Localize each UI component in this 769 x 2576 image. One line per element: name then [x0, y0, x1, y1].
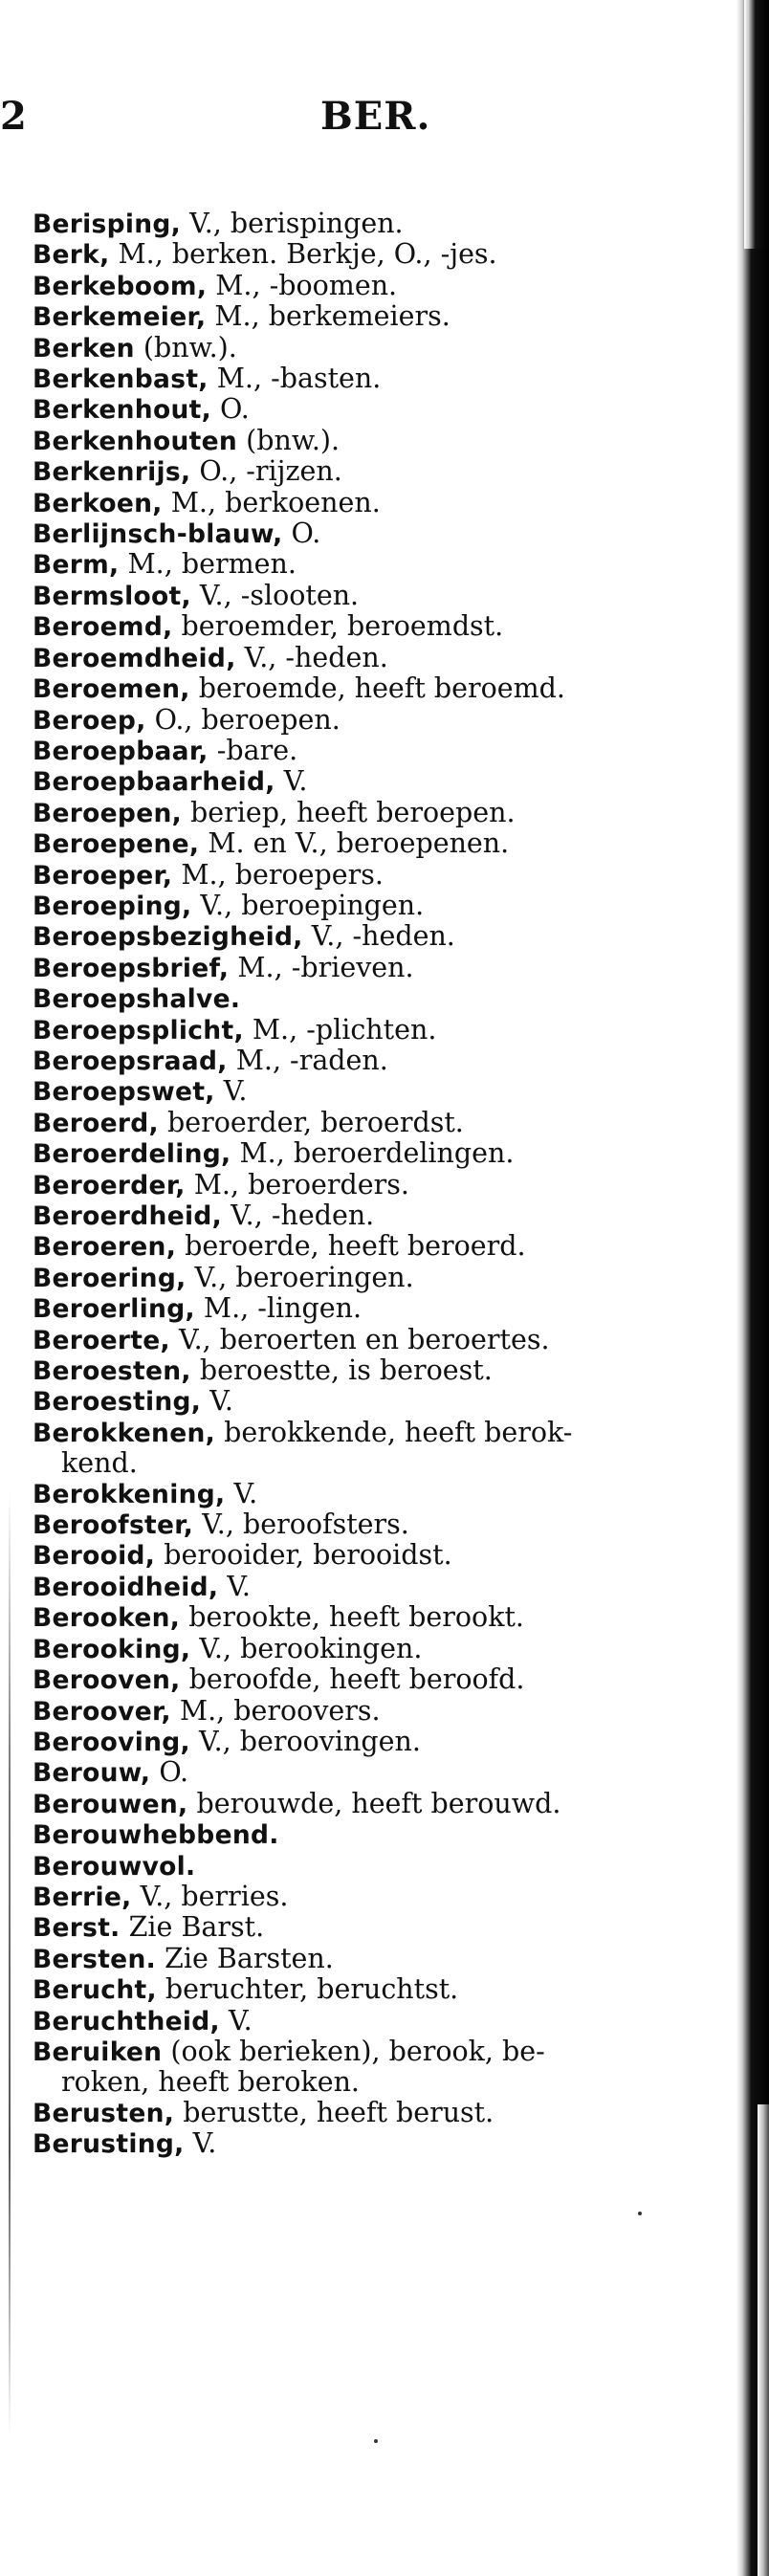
- entry-headword: Berooven,: [33, 1665, 181, 1696]
- entry-headword: Bermsloot,: [33, 581, 191, 611]
- dictionary-entry: [33, 363, 731, 394]
- dictionary-entry: [33, 1418, 731, 1479]
- entry-definition: O., -rijzen.: [190, 455, 342, 488]
- entry-definition: berokkende, heeft berok-: [215, 1416, 573, 1448]
- entry-headword: Berouwen,: [33, 1789, 188, 1819]
- entry-definition: beruchter, beruchtst.: [156, 1973, 459, 2006]
- entry-definition: beroemder, beroemdst.: [172, 610, 504, 643]
- entry-headword: Beroepshalve.: [33, 984, 241, 1015]
- entry-headword: Beroerdheid,: [33, 1201, 223, 1231]
- dictionary-entry: [33, 456, 731, 487]
- entry-definition: O.: [282, 517, 321, 550]
- entry-definition: berookte, heeft berookt.: [180, 1601, 524, 1634]
- dictionary-entry: [33, 1386, 731, 1417]
- dictionary-entry: [33, 983, 731, 1014]
- dictionary-entry: [33, 1355, 731, 1386]
- dictionary-entry: [33, 1882, 731, 1912]
- entry-definition: V., berries.: [131, 1880, 289, 1912]
- entry-headword: Berkemeier,: [33, 302, 207, 333]
- entry-headword: Berk,: [33, 240, 110, 271]
- entry-definition: M., beroovers.: [170, 1694, 381, 1727]
- dictionary-entry: [33, 239, 731, 270]
- entry-definition: (bnw.).: [237, 424, 341, 456]
- entry-definition: V., beroeringen.: [186, 1261, 414, 1293]
- entry-definition: V., beroepingen.: [191, 889, 425, 921]
- dictionary-entry: [33, 2037, 731, 2098]
- entry-definition: M., beroerdelingen.: [231, 1137, 515, 1170]
- entry-headword: Berokkening,: [33, 1479, 226, 1509]
- dictionary-entry: [33, 798, 731, 828]
- entry-definition: O., beroepen.: [145, 703, 341, 736]
- entry-headword: Berkenhout,: [33, 395, 211, 426]
- entry-definition: M., -brieven.: [229, 951, 414, 983]
- dictionary-entry: [33, 643, 731, 673]
- dictionary-entry: [33, 271, 731, 301]
- entry-definition: M., bermen.: [119, 548, 297, 581]
- entry-headword: Beroepbaarheid,: [33, 767, 275, 798]
- entry-definition: beroofde, heeft beroofd.: [180, 1663, 525, 1696]
- entry-headword: Berst.: [33, 1913, 121, 1944]
- entry-definition: -bare.: [208, 734, 298, 766]
- entry-definition: M., -raden.: [227, 1044, 388, 1076]
- entry-headword: Berucht,: [33, 1975, 157, 2006]
- dictionary-entry: [33, 2098, 731, 2128]
- entry-definition: O.: [210, 393, 250, 426]
- dictionary-entry: [33, 1138, 731, 1169]
- dictionary-entry: [33, 1789, 731, 1819]
- entry-headword: Beroerder,: [33, 1170, 186, 1200]
- entry-headword: Beroepsbrief,: [33, 953, 230, 983]
- entry-headword: Beroep,: [33, 705, 146, 736]
- entry-headword: Berouwvol.: [33, 1851, 196, 1882]
- entry-headword: Beroepbaar,: [33, 736, 209, 766]
- dictionary-entry: [33, 2128, 731, 2159]
- entry-definition: beroerder, beroerdst.: [158, 1106, 464, 1138]
- entry-definition: O.: [150, 1756, 189, 1789]
- book-spine-shadow-lower: [758, 2104, 769, 2576]
- dictionary-entry: [33, 953, 731, 983]
- dictionary-entry: [33, 673, 731, 704]
- page-number: 2: [0, 94, 27, 139]
- dictionary-entry: [33, 1015, 731, 1046]
- entry-definition: M., berken. Berkje, O., -jes.: [109, 238, 497, 271]
- entry-headword: Beroerdeling,: [33, 1139, 231, 1170]
- entry-headword: Berkeboom,: [33, 271, 208, 301]
- entry-headword: Beroemd,: [33, 612, 173, 643]
- entry-definition: M., -lingen.: [194, 1292, 363, 1325]
- entry-definition: berouwde, heeft berouwd.: [187, 1787, 561, 1819]
- entry-definition: V., berookingen.: [190, 1632, 423, 1664]
- entry-headword: Berkenhouten: [33, 426, 238, 456]
- entry-headword: Beroesting,: [33, 1387, 202, 1418]
- dictionary-entry: [33, 1046, 731, 1076]
- entry-headword: Beroepsplicht,: [33, 1015, 244, 1046]
- entry-headword: Beroepswet,: [33, 1077, 215, 1108]
- entry-headword: Berooking,: [33, 1634, 191, 1664]
- dictionary-entry: [33, 1170, 731, 1200]
- dictionary-entry: [33, 1664, 731, 1695]
- dictionary-entry: [33, 860, 731, 891]
- entry-headword: Beroerd,: [33, 1108, 159, 1138]
- dictionary-entry: [33, 1757, 731, 1788]
- dictionary-entry: [33, 766, 731, 797]
- dictionary-entry: [33, 2006, 731, 2037]
- entry-headword: Beroepsbezigheid,: [33, 922, 303, 953]
- running-head: BER.: [320, 94, 431, 139]
- entry-headword: Beroerte,: [33, 1325, 170, 1355]
- entry-definition: berustte, heeft berust.: [174, 2096, 494, 2128]
- entry-headword: Berusten,: [33, 2098, 175, 2128]
- entry-definition: beroerde, heeft beroerd.: [176, 1230, 526, 1263]
- entry-definition: M., -plichten.: [243, 1013, 437, 1046]
- entry-headword: Beroerling,: [33, 1294, 195, 1325]
- entry-definition: M., berkemeiers.: [206, 300, 450, 333]
- dictionary-entry: [33, 1727, 731, 1757]
- entry-headword: Berken: [33, 333, 135, 363]
- dictionary-entry: [33, 426, 731, 456]
- dictionary-entry: [33, 1944, 731, 1974]
- entry-continuation: kend.: [61, 1447, 138, 1480]
- book-spine-shadow-upper: [744, 0, 769, 249]
- entry-headword: Beruchtheid,: [33, 2006, 220, 2037]
- dictionary-entry: [33, 301, 731, 332]
- entry-headword: Beroeping,: [33, 891, 192, 921]
- entry-definition: (bnw.).: [134, 331, 237, 363]
- dictionary-entry: [33, 736, 731, 766]
- entry-headword: Berusting,: [33, 2129, 185, 2160]
- entry-headword: Beroepen,: [33, 798, 182, 828]
- dictionary-entry: [33, 1263, 731, 1293]
- entry-headword: Beroemdheid,: [33, 643, 236, 673]
- dictionary-entry: [33, 1540, 731, 1571]
- dictionary-entry: [33, 1076, 731, 1107]
- entry-definition: beroemde, heeft beroemd.: [189, 672, 565, 705]
- entry-headword: Beroepsraad,: [33, 1046, 228, 1076]
- dictionary-entry: [33, 488, 731, 518]
- entry-definition: V.: [275, 765, 308, 798]
- dictionary-entry: [33, 1696, 731, 1727]
- dictionary-entry: [33, 705, 731, 736]
- dictionary-entry-list: [33, 209, 731, 2160]
- entry-definition: V.: [184, 2127, 217, 2160]
- entry-definition: M., -basten.: [208, 363, 382, 395]
- dictionary-entry: [33, 1479, 731, 1509]
- entry-definition: V.: [225, 1477, 258, 1509]
- dictionary-entry: [33, 1851, 731, 1882]
- dictionary-entry: [33, 333, 731, 363]
- entry-definition: M. en V., beroepenen.: [199, 827, 510, 860]
- entry-headword: Beruiken: [33, 2037, 163, 2067]
- dictionary-entry: [33, 1108, 731, 1138]
- entry-definition: V.: [218, 1570, 251, 1602]
- entry-headword: Berooving,: [33, 1727, 190, 1757]
- entry-definition: (ook berieken), berook, be-: [162, 2035, 545, 2067]
- dictionary-entry: [33, 1325, 731, 1355]
- dictionary-entry: [33, 518, 731, 549]
- entry-definition: M., -boomen.: [207, 269, 398, 301]
- dictionary-entry: [33, 611, 731, 642]
- entry-headword: Beroepene,: [33, 829, 200, 860]
- entry-headword: Berkenrijs,: [33, 457, 191, 488]
- dictionary-entry: [33, 1912, 731, 1943]
- entry-definition: V.: [219, 2004, 253, 2037]
- entry-headword: Berlijnsch-blauw,: [33, 519, 283, 550]
- entry-headword: Beroeper,: [33, 860, 173, 891]
- entry-headword: Berooid,: [33, 1541, 156, 1572]
- entry-headword: Berouwhebbend.: [33, 1820, 279, 1851]
- entry-definition: V., beroovingen.: [189, 1725, 421, 1757]
- dictionary-entry: [33, 394, 731, 425]
- entry-definition: V.: [201, 1385, 233, 1418]
- entry-headword: Berouw,: [33, 1758, 151, 1789]
- entry-headword: Beroemen,: [33, 674, 190, 705]
- dictionary-entry: [33, 1602, 731, 1633]
- entry-definition: M., beroepers.: [172, 858, 384, 891]
- entry-headword: Beroesten,: [33, 1356, 191, 1387]
- entry-definition: V., -heden.: [235, 641, 388, 673]
- entry-headword: Berrie,: [33, 1882, 132, 1912]
- dictionary-entry: [33, 891, 731, 921]
- entry-definition: V., -heden.: [222, 1200, 375, 1231]
- entry-headword: Berooken,: [33, 1603, 181, 1634]
- entry-headword: Beroeren,: [33, 1232, 177, 1263]
- dictionary-entry: [33, 1509, 731, 1540]
- entry-definition: V., berispingen.: [181, 208, 404, 239]
- dictionary-entry: [33, 828, 731, 859]
- entry-definition: V.: [214, 1075, 248, 1108]
- entry-definition: V., -slooten.: [190, 579, 360, 611]
- entry-continuation: roken, heeft beroken.: [61, 2066, 360, 2099]
- entry-definition: M., beroerders.: [185, 1168, 409, 1200]
- ink-speck: [374, 2439, 378, 2443]
- entry-definition: beroestte, is beroest.: [190, 1354, 493, 1387]
- dictionary-entry: [33, 1293, 731, 1324]
- entry-definition: Zie Barst.: [120, 1911, 265, 1944]
- entry-headword: Beroering,: [33, 1263, 187, 1293]
- entry-definition: berooider, berooidst.: [155, 1539, 452, 1572]
- dictionary-entry: [33, 1974, 731, 2005]
- dictionary-entry: [33, 549, 731, 580]
- entry-definition: V., beroerten en beroertes.: [169, 1323, 550, 1355]
- dictionary-entry: [33, 921, 731, 952]
- dictionary-entry: [33, 1200, 731, 1231]
- entry-headword: Berisping,: [33, 209, 182, 239]
- dictionary-entry: [33, 1634, 731, 1664]
- entry-headword: Berooidheid,: [33, 1572, 219, 1602]
- entry-headword: Beroover,: [33, 1696, 171, 1727]
- entry-headword: Berkoen,: [33, 488, 163, 518]
- dictionary-entry: [33, 209, 731, 239]
- dictionary-entry: [33, 581, 731, 611]
- dictionary-entry: [33, 1231, 731, 1262]
- entry-headword: Beroofster,: [33, 1510, 194, 1541]
- entry-headword: Berokkenen,: [33, 1418, 216, 1448]
- margin-mark: [9, 1492, 11, 2434]
- dictionary-entry: [33, 1572, 731, 1602]
- dictionary-entry: [33, 1819, 731, 1850]
- entry-definition: Zie Barsten.: [156, 1942, 334, 1974]
- entry-definition: V., -heden.: [302, 920, 455, 953]
- entry-headword: Bersten.: [33, 1944, 156, 1974]
- ink-speck: [638, 2212, 642, 2215]
- entry-headword: Berm,: [33, 550, 120, 581]
- entry-definition: beriep, heeft beroepen.: [182, 796, 516, 828]
- entry-definition: M., berkoenen.: [162, 486, 381, 518]
- entry-headword: Berkenbast,: [33, 364, 209, 395]
- entry-definition: V., beroofsters.: [193, 1508, 409, 1541]
